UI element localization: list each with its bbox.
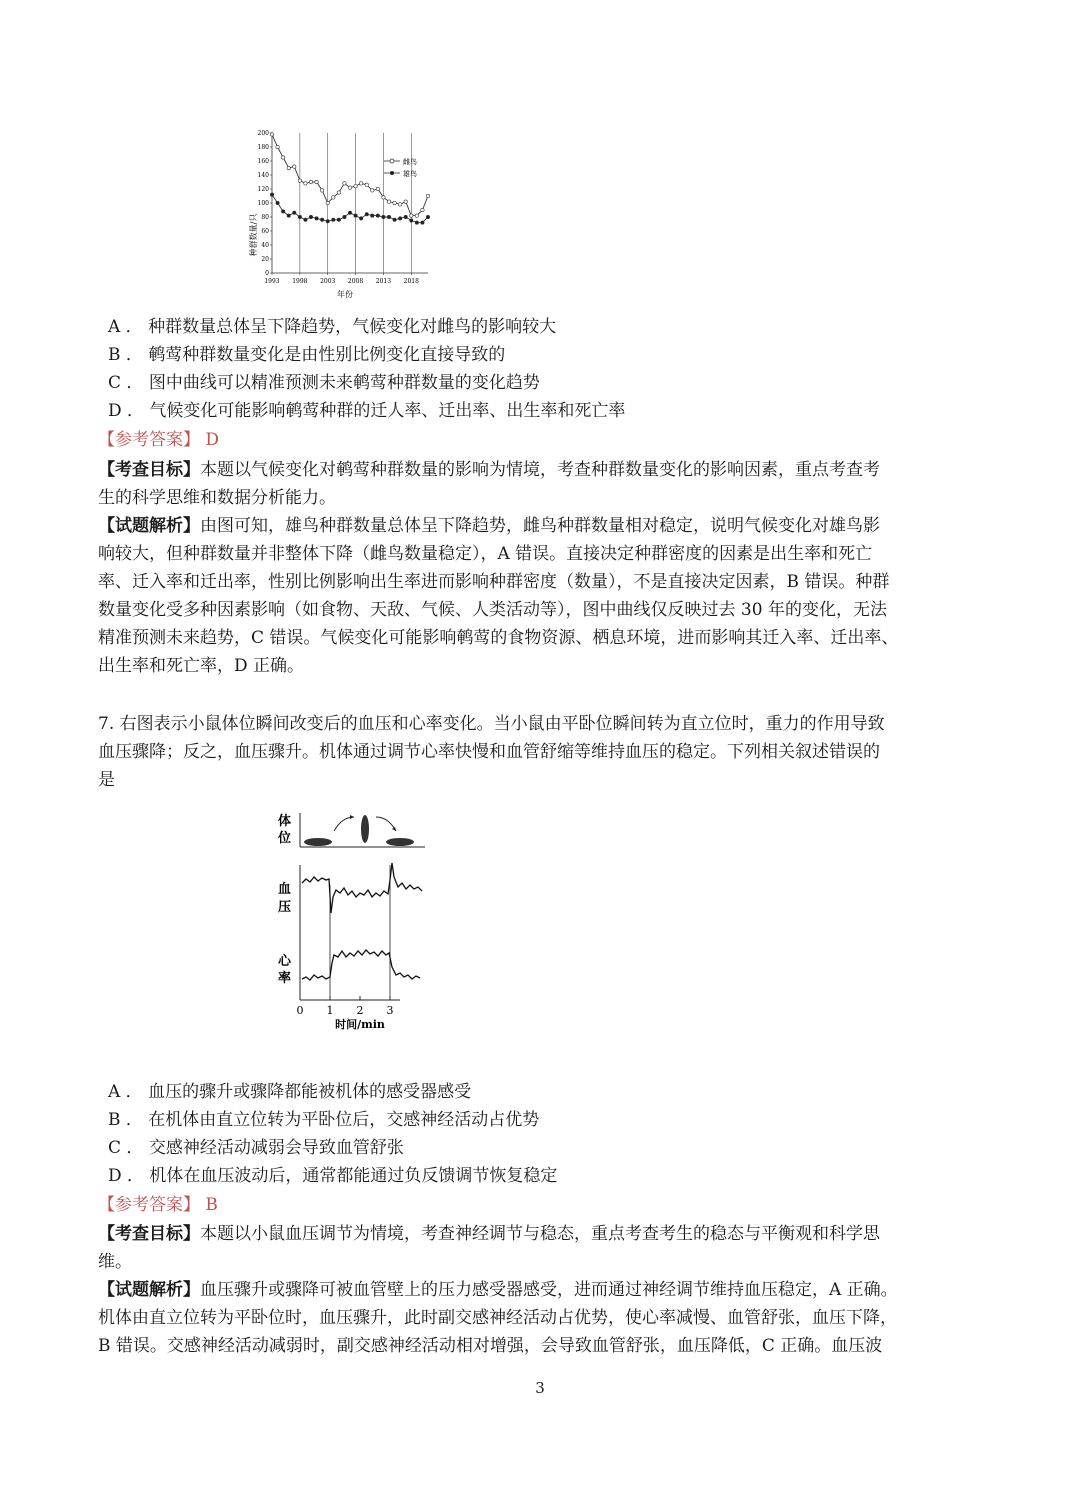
- point-female: [387, 200, 390, 203]
- point-female: [309, 180, 312, 183]
- point-female: [276, 145, 279, 148]
- point-female: [426, 194, 429, 197]
- mouse-lying-icon: [304, 838, 332, 846]
- tick-3: 3: [386, 1004, 394, 1017]
- x-tick-label: 2013: [375, 278, 392, 285]
- arrow-up-icon: [334, 817, 354, 831]
- y-tick-label: 80: [261, 214, 269, 221]
- q6-answer: [98, 428, 219, 452]
- label-posture-2: 位: [278, 831, 292, 846]
- point-male: [343, 215, 346, 218]
- bp-hr-figure: [270, 805, 440, 1035]
- q6-option-b: B ． 鹌莺种群数量变化是由性别比例变化直接导致的: [108, 345, 506, 365]
- y-tick-label: 120: [257, 186, 269, 193]
- target-label: 【考查目标】: [98, 460, 200, 480]
- q7-answer: [98, 1193, 218, 1217]
- q7-option-a: A ． 血压的骤升或骤降都能被机体的感受器感受: [108, 1082, 472, 1102]
- y-tick-label: 160: [257, 158, 269, 165]
- point-female: [404, 200, 407, 203]
- point-female: [298, 179, 301, 182]
- point-male: [348, 211, 351, 214]
- time-axis: [297, 996, 401, 1031]
- mouse-lying-icon-2: [386, 838, 414, 846]
- point-female: [287, 166, 290, 169]
- point-female: [421, 208, 424, 211]
- point-female: [398, 203, 401, 206]
- point-male: [371, 214, 374, 217]
- q6-analysis-line-1: 【试题解析】由图可知，雄鸟种群数量总体呈下降趋势，雌鸟种群数量相对稳定，说明气候变化对雄鸟影: [98, 516, 880, 536]
- point-male: [365, 213, 368, 216]
- q6-target-line-1: 【考查目标】本题以气候变化对鹌莺种群数量的影响为情境，考查种群数量变化的影响因素，重点考查考: [98, 460, 880, 480]
- point-female: [410, 214, 413, 217]
- point-male: [326, 220, 329, 223]
- point-female: [304, 182, 307, 185]
- y-tick-label: 140: [257, 172, 269, 179]
- y-tick-label: 180: [257, 144, 269, 151]
- point-male: [281, 210, 284, 213]
- q6-target-line-2: 生的科学思维和数据分析能力。: [98, 488, 336, 508]
- blood-pressure-trace: [302, 863, 422, 913]
- x-tick-label: 1993: [264, 278, 280, 285]
- y-tick-label: 0: [265, 270, 269, 277]
- posture-panel: [300, 813, 425, 847]
- q7-option-c: C ． 交感神经活动减弱会导致血管舒张: [108, 1138, 404, 1158]
- q6-option-d: D ． 气候变化可能影响鹌莺种群的迁人率、迁出率、出生率和死亡率: [108, 401, 626, 421]
- tick-0: 0: [296, 1004, 304, 1017]
- y-tick-label: 40: [261, 242, 269, 249]
- y-tick-label: 100: [257, 200, 269, 207]
- chart-series: [270, 133, 429, 225]
- trace-panel: [300, 863, 422, 1000]
- label-bp-2: 压: [278, 900, 292, 915]
- q6-analysis-line-5: 精准预测未来趋势，C 错误。气候变化可能影响鹌莺的食物资源、栖息环境，进而影响其迁入率、迁出率、: [98, 628, 899, 648]
- x-tick-label: 1998: [292, 278, 308, 285]
- legend-female: 雌鸟: [403, 158, 417, 166]
- answer-label: 【参考答案】: [98, 430, 200, 450]
- y-tick-label: 200: [257, 130, 269, 137]
- q6-option-c: C ． 图中曲线可以精准预测未来鹌莺种群数量的变化趋势: [108, 373, 540, 393]
- point-female: [415, 214, 418, 217]
- point-male: [393, 218, 396, 221]
- q7-stem-line-2: 血压骤降；反之，血压骤升。机体通过调节心率快慢和血管舒缩等维持血压的稳定。下列相关叙述错误的: [98, 742, 880, 762]
- point-male: [376, 214, 379, 217]
- point-female: [393, 201, 396, 204]
- point-female: [337, 191, 340, 194]
- point-female: [365, 183, 368, 186]
- point-female: [376, 187, 379, 190]
- point-male: [270, 193, 273, 196]
- point-male: [298, 215, 301, 218]
- point-male: [337, 218, 340, 221]
- point-male: [315, 217, 318, 220]
- point-male: [415, 221, 418, 224]
- point-male: [309, 215, 312, 218]
- point-female: [326, 201, 329, 204]
- legend-male: 雄鸟: [403, 170, 417, 178]
- population-chart: [240, 125, 440, 305]
- point-male: [304, 218, 307, 221]
- page-number: 3: [535, 1379, 545, 1397]
- time-axis-label: 时间/min: [335, 1018, 385, 1031]
- point-male: [359, 217, 362, 220]
- x-axis-label: 年份: [337, 290, 353, 299]
- q7-target-line-2: 维。: [98, 1252, 132, 1272]
- label-posture-1: 体: [278, 814, 292, 829]
- answer-label: 【参考答案】: [98, 1195, 200, 1215]
- q6-analysis-line-3: 率、迁入率和迁出率，性别比例影响出生率进而影响种群密度（数量），不是直接决定因素，B 错误。种群: [98, 572, 890, 592]
- point-female: [315, 180, 318, 183]
- point-female: [281, 156, 284, 159]
- q7-option-b: B ． 在机体由直立位转为平卧位后，交感神经活动占优势: [108, 1110, 540, 1130]
- label-bp-1: 血: [278, 882, 292, 897]
- point-male: [410, 219, 413, 222]
- target-label: 【考查目标】: [98, 1224, 200, 1244]
- analysis-label: 【试题解析】: [98, 516, 200, 536]
- point-female: [293, 165, 296, 168]
- point-female: [359, 182, 362, 185]
- point-female: [320, 189, 323, 192]
- mouse-upright-icon: [361, 815, 369, 843]
- point-male: [398, 217, 401, 220]
- chart-ticks: [258, 130, 420, 285]
- q6-analysis-line-2: 响较大，但种群数量并非整体下降（雌鸟数量稳定），A 错误。直接决定种群密度的因素是出生率和死亡: [98, 544, 873, 564]
- q6-option-a: A ． 种群数量总体呈下降趋势，气候变化对雌鸟的影响较大: [108, 317, 557, 337]
- point-female: [348, 186, 351, 189]
- point-female: [382, 196, 385, 199]
- x-tick-label: 2008: [347, 278, 364, 285]
- heart-rate-trace: [302, 950, 420, 980]
- point-female: [343, 182, 346, 185]
- label-hr-2: 率: [278, 971, 292, 986]
- q7-analysis-line-2: 机体由直立位转为平卧位时，血压骤升，此时副交感神经活动占优势，使心率减慢、血管舒张，血压下降，: [98, 1308, 897, 1328]
- point-male: [404, 215, 407, 218]
- analysis-label: 【试题解析】: [98, 1280, 200, 1300]
- point-male: [421, 221, 424, 224]
- q6-analysis-line-6: 出生率和死亡率，D 正确。: [98, 656, 305, 676]
- point-male: [382, 215, 385, 218]
- x-tick-label: 2003: [320, 278, 336, 285]
- q7-analysis-line-3: B 错误。交感神经活动减弱时，副交感神经活动相对增强，会导致血管舒张，血压降低，C 正确。血压波: [98, 1336, 883, 1356]
- tick-2: 2: [356, 1004, 364, 1017]
- q7-stem-line-3: 是: [98, 770, 115, 790]
- point-female: [332, 196, 335, 199]
- point-female: [371, 189, 374, 192]
- point-male: [293, 211, 296, 214]
- point-male: [387, 215, 390, 218]
- q7-option-d: D ． 机体在血压波动后，通常都能通过负反馈调节恢复稳定: [108, 1166, 558, 1186]
- point-female: [354, 185, 357, 188]
- y-axis-label: 种群数量/只: [249, 213, 258, 257]
- q7-stem-line-1: 7. 右图表示小鼠体位瞬间改变后的血压和心率变化。当小鼠由平卧位瞬间转为直立位时，重力的作用导致: [98, 714, 885, 734]
- label-hr-1: 心: [278, 954, 292, 969]
- x-tick-label: 2018: [403, 278, 419, 285]
- q6-analysis-line-4: 数量变化受多种因素影响（如食物、天敌、气候、人类活动等），图中曲线仅反映过去 30 年的变化，无法: [98, 600, 887, 620]
- point-male: [332, 218, 335, 221]
- point-male: [354, 214, 357, 217]
- q7-analysis-line-1: 【试题解析】血压骤升或骤降可被血管壁上的压力感受器感受，进而通过神经调节维持血压稳定，A 正确。: [98, 1280, 898, 1300]
- answer-value: B: [205, 1195, 218, 1215]
- point-male: [320, 218, 323, 221]
- tick-1: 1: [326, 1004, 334, 1017]
- legend: [384, 157, 417, 178]
- y-tick-label: 20: [261, 256, 269, 263]
- point-male: [287, 214, 290, 217]
- y-tick-label: 60: [261, 228, 269, 235]
- point-male: [426, 215, 429, 218]
- q7-target-line-1: 【考查目标】本题以小鼠血压调节为情境，考查神经调节与稳态，重点考查考生的稳态与平衡观和科学思: [98, 1224, 880, 1244]
- point-male: [276, 201, 279, 204]
- answer-value: D: [205, 430, 220, 450]
